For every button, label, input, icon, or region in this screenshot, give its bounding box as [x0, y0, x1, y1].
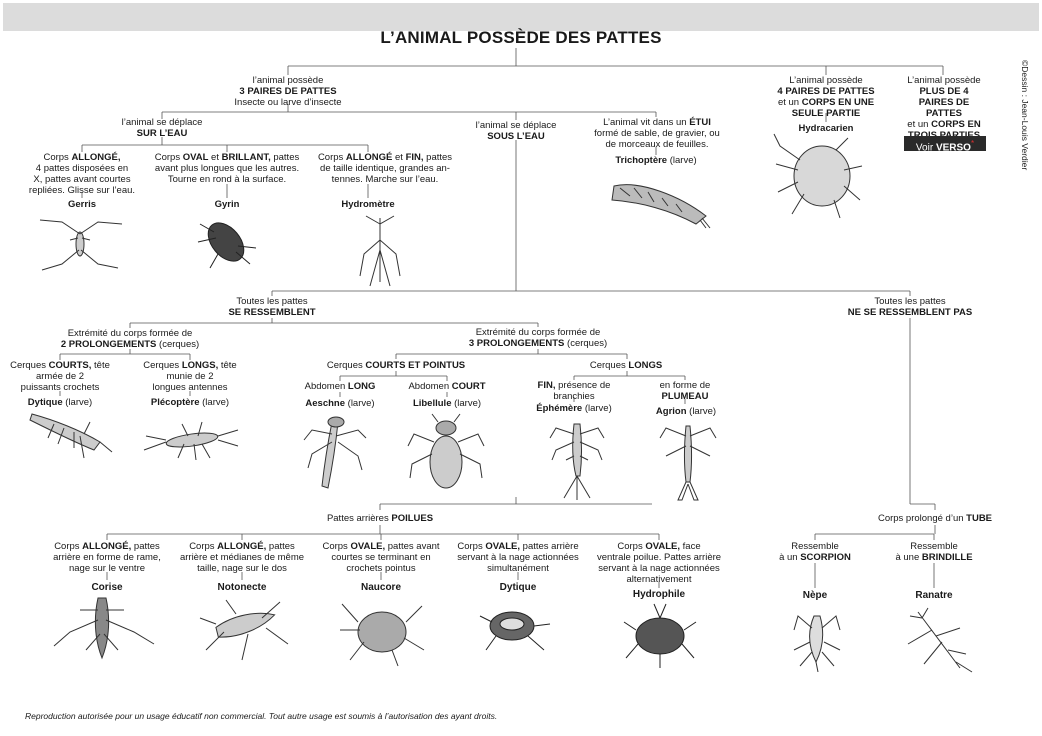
libellule-illustration	[404, 412, 488, 494]
name-nepe: Nèpe	[802, 590, 828, 601]
name-hydracarien: Hydracarien	[798, 123, 854, 134]
name-aeschne: Aeschne (larve)	[305, 398, 375, 409]
name-corise: Corise	[91, 582, 123, 593]
node-agrion: en forme de PLUMEAU	[659, 380, 711, 402]
name-gyrin: Gyrin	[214, 199, 240, 210]
notonecte-illustration	[196, 594, 292, 666]
trichoptere-illustration	[610, 170, 714, 230]
node-same-legs: Toutes les pattes SE RESSEMBLENT	[228, 296, 316, 318]
node-tube: Corps prolongé d’un TUBE	[877, 513, 993, 524]
node-naucore: Corps OVALE, pattes avant courtes se terminant en crochets pointus	[322, 541, 440, 574]
gyrin-illustration	[190, 212, 264, 274]
nepe-illustration	[790, 606, 846, 672]
name-naucore: Naucore	[360, 582, 401, 593]
dytique-illustration	[478, 596, 554, 656]
name-dytique: Dytique	[499, 582, 537, 593]
node-poilues: Pattes arrières POILUES	[326, 513, 434, 524]
credit-vertical: ©Dessin : Jean-Louis Verdier	[1020, 60, 1030, 171]
node-libellule: Abdomen COURT	[408, 381, 486, 392]
node-diff-legs: Toutes les pattes NE SE RESSEMBLENT PAS	[847, 296, 973, 318]
name-libellule: Libellule (larve)	[412, 398, 482, 409]
node-courts-pointus: Cerques COURTS ET POINTUS	[326, 360, 466, 371]
node-gerris: Corps ALLONGÉ, 4 pattes disposées en X, pattes avant courtes repliées. Glisse sur l’eau.	[28, 152, 136, 196]
node-plecoptere: Cerques LONGS, tête munie de 2 longues antennes	[143, 360, 237, 393]
name-trichoptere: Trichoptère (larve)	[615, 155, 697, 166]
voir-verso-button[interactable]: Voir VERSO*	[904, 136, 986, 151]
ephemere-illustration	[544, 416, 610, 500]
node-underwater: l’animal se déplace SOUS L’EAU	[475, 120, 557, 142]
node-ephemere: FIN, présence de branchies	[537, 380, 611, 402]
node-notonecte: Corps ALLONGÉ, pattes arrière et médianes de même taille, nage sur le dos	[179, 541, 305, 574]
node-aeschne: Abdomen LONG	[304, 381, 376, 392]
node-three-prolong: Extrémité du corps formée de 3 PROLONGEMENTS (cerques)	[468, 327, 608, 349]
name-agrion: Agrion (larve)	[655, 406, 717, 417]
hydrophile-illustration	[620, 600, 700, 670]
name-plecoptere: Plécoptère (larve)	[150, 397, 230, 408]
node-surface: l’animal se déplace SUR L’EAU	[121, 117, 203, 139]
ranatre-illustration	[900, 606, 976, 676]
node-corise: Corps ALLONGÉ, pattes arrière en forme de rame, nage sur le ventre	[53, 541, 161, 574]
dytique-larve-illustration	[24, 404, 116, 466]
gerris-illustration	[32, 212, 128, 276]
node-longs: Cerques LONGS	[589, 360, 663, 371]
node-etui: L’animal vit dans un ÉTUI formé de sable, de gravier, ou de morceaux de feuilles.	[594, 117, 720, 150]
node-hydrophile: Corps OVALE, face ventrale poilue. Pattes arrière servant à la nage actionnées alternativement	[596, 541, 722, 585]
node-dytique-larve: Cerques COURTS, tête armée de 2 puissants crochets	[10, 360, 110, 393]
aeschne-illustration	[302, 412, 368, 492]
name-notonecte: Notonecte	[217, 582, 267, 593]
node-nepe: Ressemble à un SCORPION	[779, 541, 851, 563]
name-hydrophile: Hydrophile	[632, 589, 686, 600]
footer-note: Reproduction autorisée pour un usage éducatif non commercial. Tout autre usage est soumis à l’autorisation des ayant droits.	[25, 711, 498, 721]
node-ranatre: Ressemble à une BRINDILLE	[895, 541, 973, 563]
node-four-pairs: L’animal possède 4 PAIRES DE PATTES et un CORPS EN UNE SEULE PARTIE	[777, 75, 875, 119]
name-dytique-larve: Dytique (larve)	[27, 397, 93, 408]
name-ephemere: Éphémère (larve)	[536, 403, 612, 414]
node-more-pairs: L’animal possède PLUS DE 4 PAIRES DE PATTES et un CORPS EN	[907, 75, 981, 130]
node-hydrometre: Corps ALLONGÉ et FIN, pattes de taille identique, grandes an- tennes. Marche sur l’eau.	[317, 152, 453, 185]
name-gerris: Gerris	[68, 199, 96, 210]
node-gyrin: Corps OVAL et BRILLANT, pattes avant plus longues que les autres. Tourne en rond à la surface.	[154, 152, 300, 185]
node-dytique: Corps OVALE, pattes arrière servant à la nage actionnées simultanément	[457, 541, 579, 574]
page-title: L’ANIMAL POSSÈDE DES PATTES	[380, 28, 662, 47]
hydrometre-illustration	[358, 214, 402, 290]
hydracarien-illustration	[770, 130, 866, 222]
agrion-illustration	[656, 418, 720, 502]
plecoptere-illustration	[140, 416, 240, 464]
node-two-prolong: Extrémité du corps formée de 2 PROLONGEMENTS (cerques)	[60, 328, 200, 350]
node-three-pairs: l’animal possède 3 PAIRES DE PATTES Insecte ou larve d’insecte	[234, 75, 342, 108]
name-ranatre: Ranatre	[915, 590, 953, 601]
corise-illustration	[50, 590, 158, 664]
name-hydrometre: Hydromètre	[341, 199, 395, 210]
naucore-illustration	[336, 594, 428, 668]
